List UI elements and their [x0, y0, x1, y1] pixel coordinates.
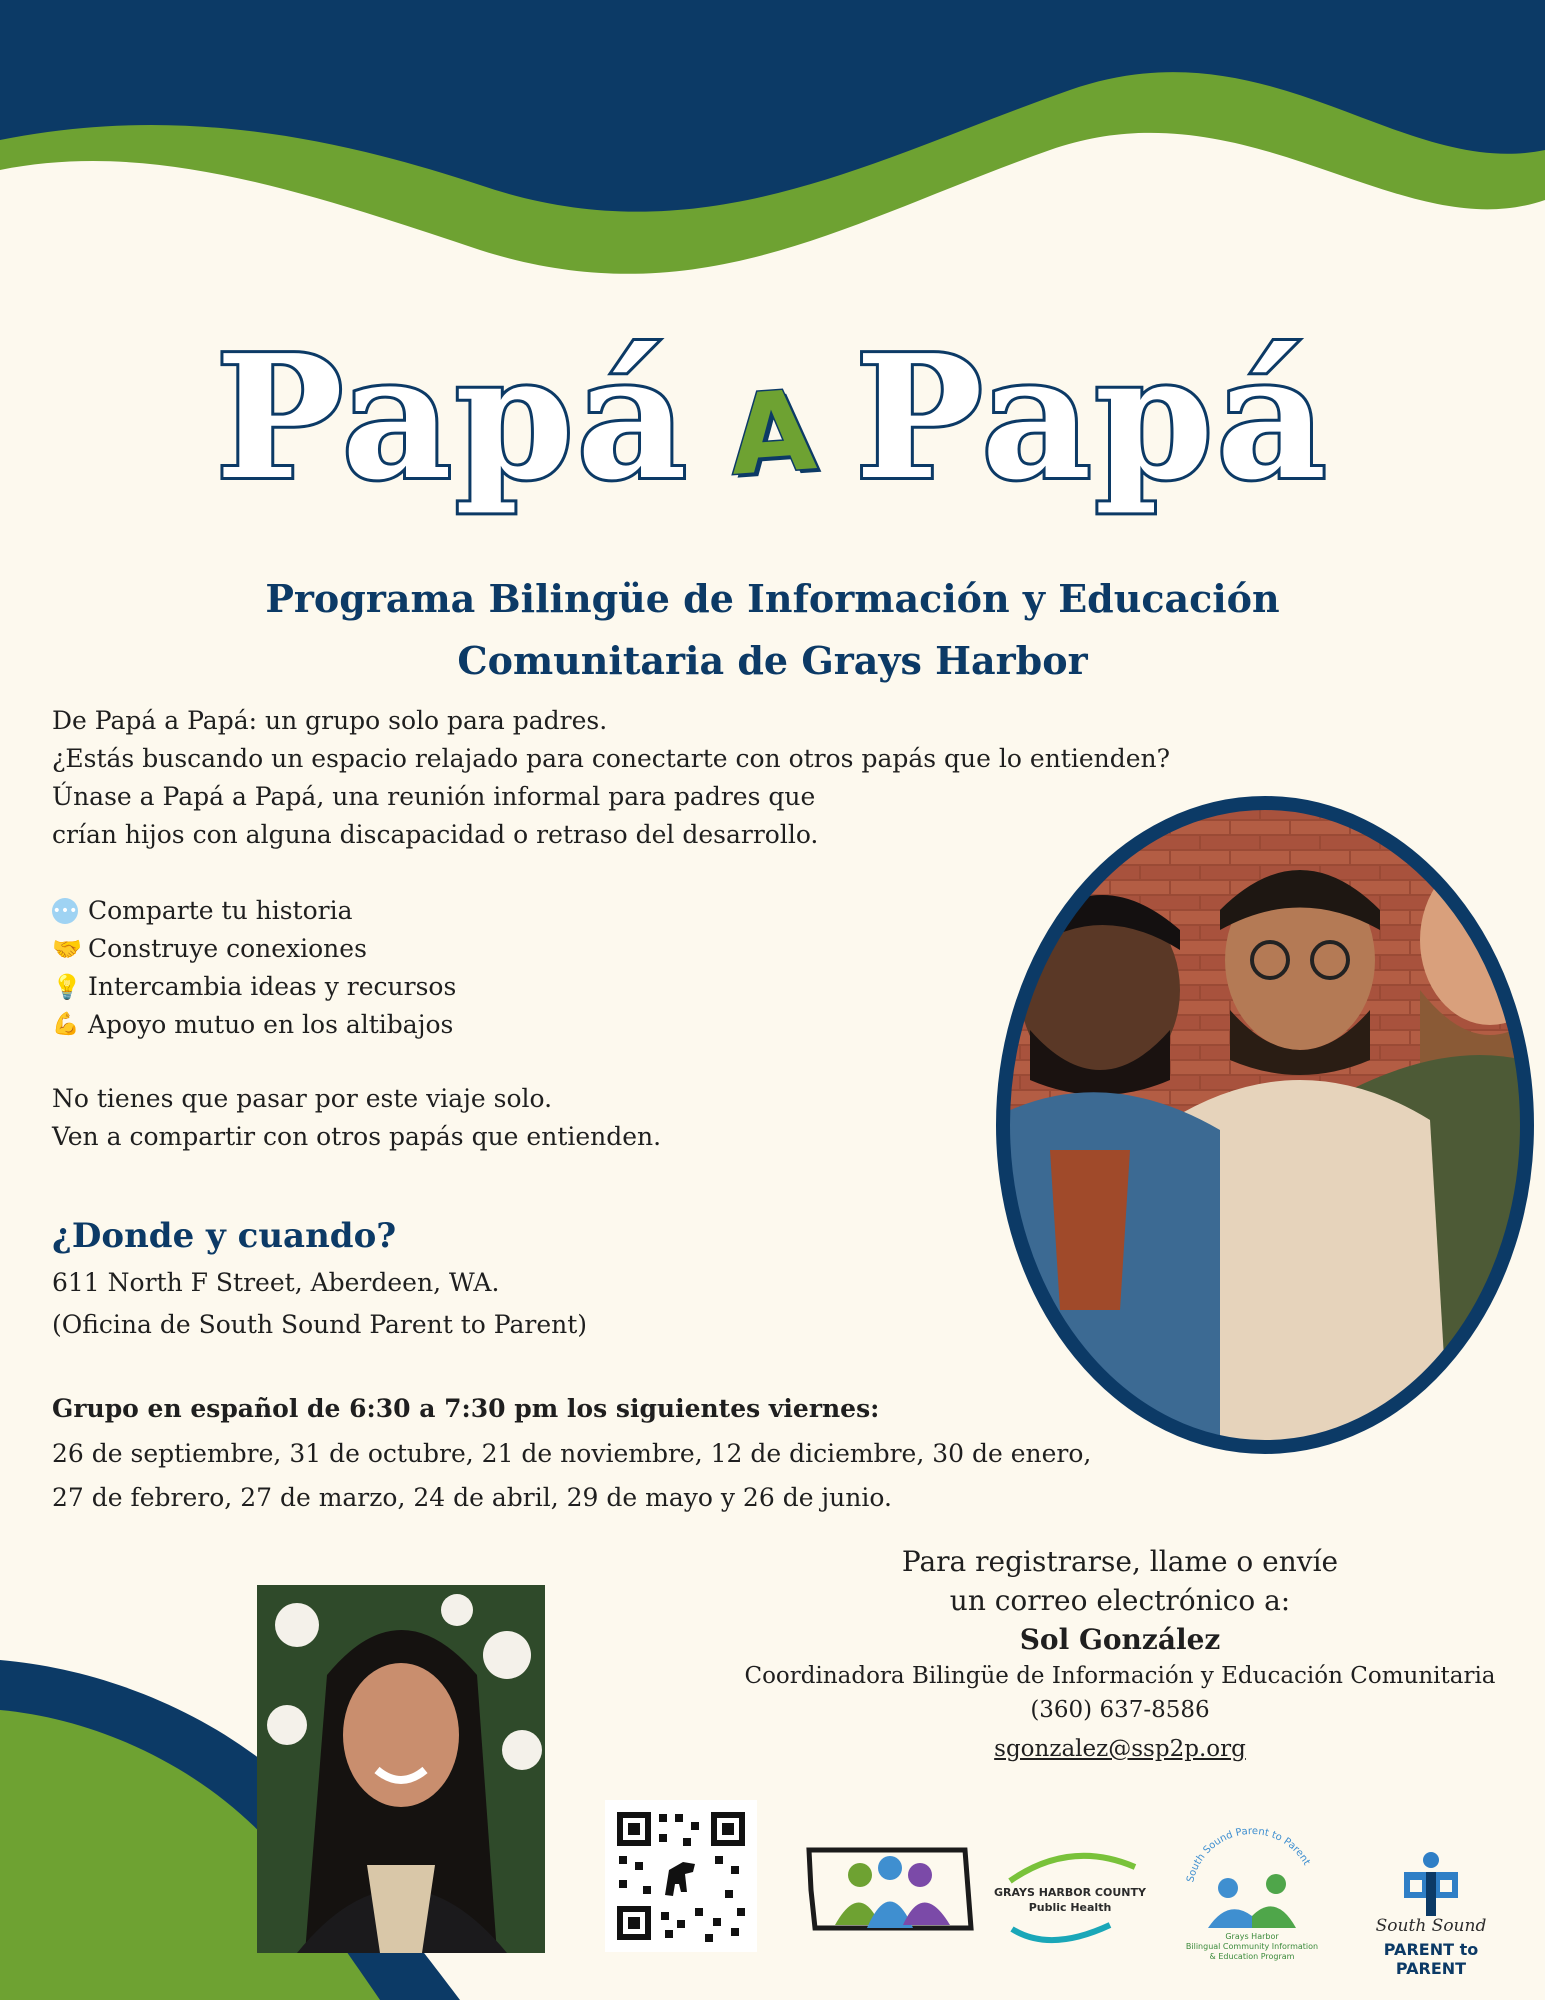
intro-line: crían hijos con alguna discapacidad o retraso del desarrollo.	[52, 820, 819, 849]
speech-bubble-icon: •••	[52, 898, 78, 924]
subtitle-line-1: Programa Bilingüe de Información y Educación	[265, 576, 1280, 621]
top-wave-decoration	[0, 0, 1545, 320]
schedule-heading: Grupo en español de 6:30 a 7:30 pm los siguientes viernes:	[52, 1394, 880, 1423]
group-photo	[990, 790, 1540, 1460]
light-bulb-icon: 💡	[52, 973, 82, 1001]
list-item	[52, 930, 456, 968]
closing-line: No tienes que pasar por este viaje solo.	[52, 1084, 553, 1113]
ssp2p-arc-text: South Sound Parent to Parent	[1185, 1828, 1312, 1884]
title-word-1: Papá	[215, 318, 690, 518]
benefits-list	[52, 892, 456, 1044]
ssp2p-line-2: Bilingual Community Information	[1185, 1942, 1319, 1951]
handshake-icon: 🤝	[52, 935, 82, 963]
svg-text:South Sound Parent to Parent	[1185, 1828, 1312, 1884]
contact-email-link[interactable]: sgonzalez@ssp2p.org	[994, 1736, 1246, 1762]
closing-paragraph	[52, 1080, 661, 1156]
ssp2p-bilingual-program-logo	[1168, 1828, 1336, 1966]
closing-line: Ven a compartir con otros papás que entienden.	[52, 1122, 662, 1151]
subtitle-line-2: Comunitaria de Grays Harbor	[457, 638, 1088, 683]
intro-line: ¿Estás buscando un espacio relajado para conectarte con otros papás que lo entienden?	[52, 744, 1171, 773]
qr-code[interactable]	[605, 1800, 757, 1952]
contact-intro-line: Para registrarse, llame o envíe	[901, 1545, 1339, 1578]
bullet-text: Construye conexiones	[88, 934, 367, 963]
title-connector: A	[725, 366, 820, 500]
list-item	[52, 1006, 456, 1044]
address: 611 North F Street, Aberdeen, WA.	[52, 1268, 500, 1297]
location-details	[52, 1262, 587, 1346]
intro-line: De Papá a Papá: un grupo solo para padres.	[52, 706, 608, 735]
list-item	[52, 968, 456, 1006]
grays-harbor-public-health-logo	[990, 1845, 1150, 1955]
flexed-arm-icon: 💪	[52, 1012, 80, 1037]
south-sound-parent-to-parent-logo	[1346, 1850, 1516, 1978]
bullet-text: Apoyo mutuo en los altibajos	[88, 1010, 454, 1039]
p2p-symbol-icon	[1346, 1850, 1516, 1920]
ssp2p-line-3: & Education Program	[1209, 1952, 1295, 1961]
contact-intro-line: un correo electrónico a:	[949, 1584, 1291, 1617]
title-word-2: Papá	[855, 318, 1330, 518]
ghc-line-1: GRAYS HARBOR COUNTY	[994, 1886, 1146, 1899]
washington-families-logo	[805, 1840, 975, 1935]
office-name: (Oficina de South Sound Parent to Parent)	[52, 1310, 588, 1339]
ssp2p-line-1: Grays Harbor	[1225, 1932, 1279, 1941]
list-item	[52, 892, 456, 930]
bullet-text: Intercambia ideas y recursos	[88, 972, 457, 1001]
contact-block	[740, 1542, 1500, 1766]
dates-line: 26 de septiembre, 31 de octubre, 21 de noviembre, 12 de diciembre, 30 de enero,	[52, 1439, 1092, 1468]
main-title	[0, 318, 1545, 518]
contact-name: Sol González	[1019, 1623, 1221, 1656]
contact-phone[interactable]: (360) 637-8586	[1030, 1697, 1210, 1723]
contact-role: Coordinadora Bilingüe de Información y Educación Comunitaria	[744, 1663, 1496, 1689]
intro-line: Únase a Papá a Papá, una reunión informal para padres que	[52, 782, 816, 811]
ghc-line-2: Public Health	[1028, 1901, 1112, 1914]
south-sound-text: South Sound	[1375, 1916, 1487, 1936]
dates-line: 27 de febrero, 27 de marzo, 24 de abril, 29 de mayo y 26 de junio.	[52, 1483, 892, 1512]
parent-to-parent-text: PARENT to PARENT	[1383, 1940, 1479, 1978]
where-heading: ¿Donde y cuando?	[52, 1216, 397, 1256]
program-subtitle	[0, 568, 1545, 692]
bullet-text: Comparte tu historia	[88, 896, 353, 925]
schedule-dates	[52, 1432, 1091, 1520]
coordinator-portrait	[257, 1585, 545, 1953]
